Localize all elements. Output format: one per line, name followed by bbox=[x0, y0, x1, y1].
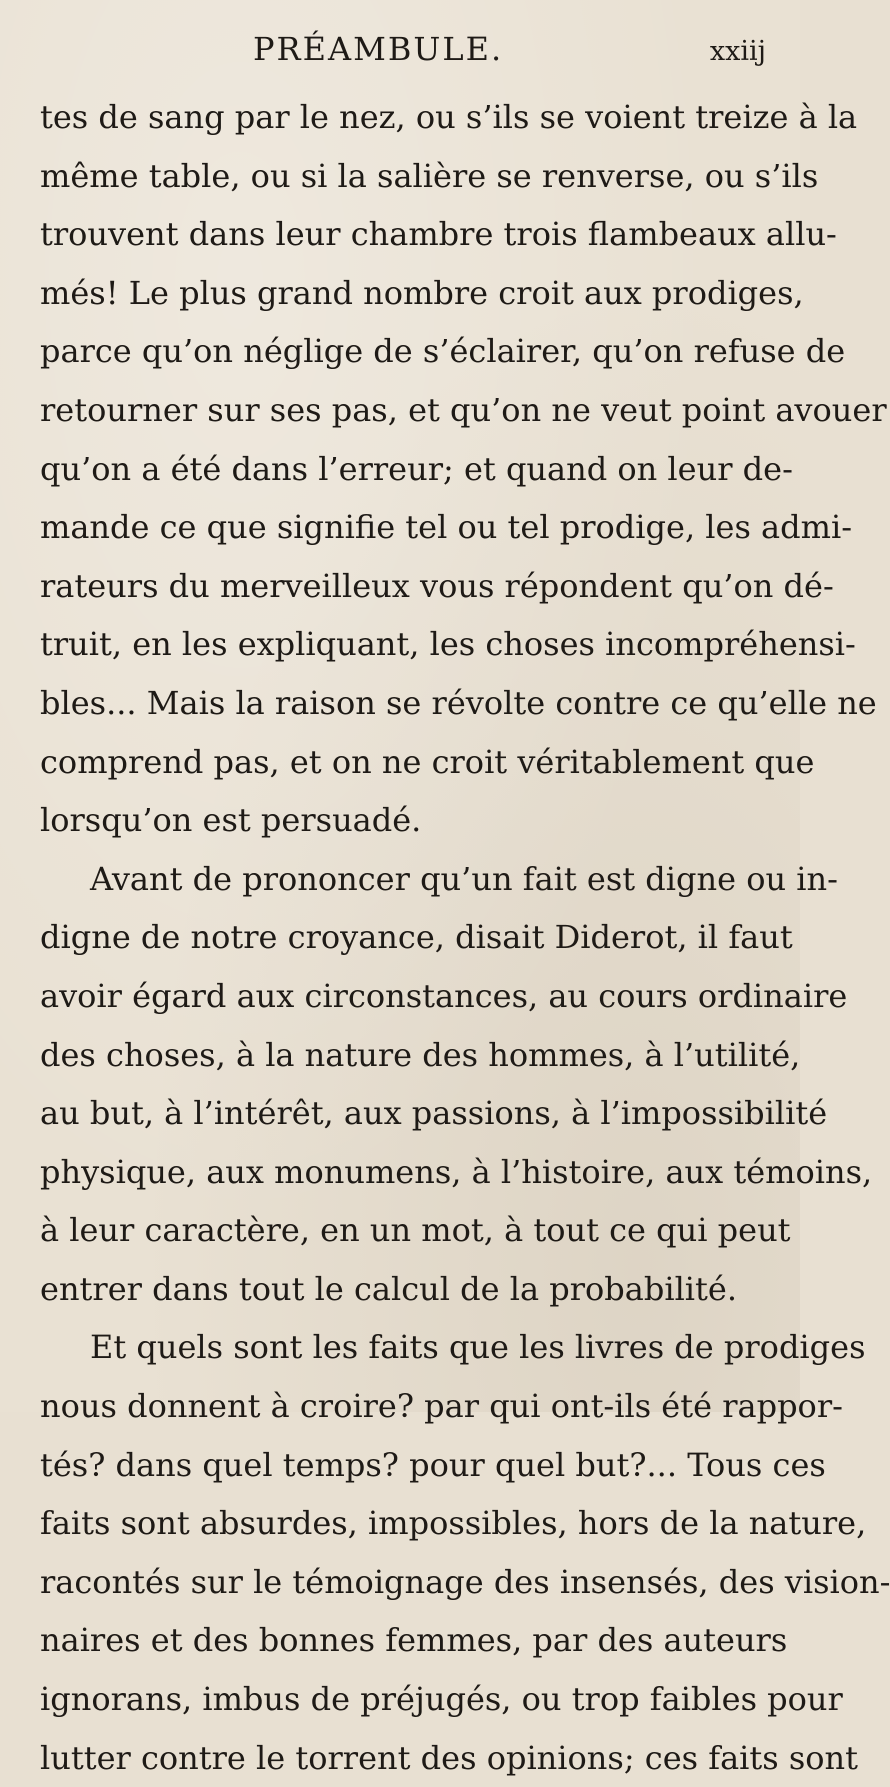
text-line: physique, aux monumens, à l’histoire, aux témoins, bbox=[40, 1152, 873, 1191]
text-line: truit, en les expliquant, les choses incompréhensi- bbox=[40, 625, 856, 664]
text-line: qu’on a été dans l’erreur; et quand on leur de- bbox=[40, 449, 793, 488]
paragraph-end-line: lorsqu’on est persuadé. bbox=[40, 801, 422, 840]
text-line: parce qu’on néglige de s’éclairer, qu’on refuse de bbox=[40, 332, 846, 371]
text-line: comprend pas, et on ne croit véritablement que bbox=[40, 742, 815, 781]
running-head: PRÉAMBULE. bbox=[253, 30, 504, 68]
text-line: trouvent dans leur chambre trois flambeaux allu- bbox=[40, 215, 837, 254]
text-line: faits sont absurdes, impossibles, hors de la nature, bbox=[40, 1504, 867, 1543]
text-line: ignorans, imbus de préjugés, ou trop faibles pour bbox=[40, 1680, 843, 1719]
text-line: digne de notre croyance, disait Diderot, il faut bbox=[40, 918, 793, 957]
text-line: bles... Mais la raison se révolte contre ce qu’elle ne bbox=[40, 683, 877, 722]
text-line: tes de sang par le nez, ou s’ils se voient treize à la bbox=[40, 98, 858, 136]
text-line: mande ce que signifie tel ou tel prodige, les admi- bbox=[40, 508, 852, 547]
text-line: retourner sur ses pas, et qu’on ne veut point avouer bbox=[40, 390, 887, 429]
text-line: més! Le plus grand nombre croit aux prodiges, bbox=[40, 273, 804, 312]
text-line: des choses, à la nature des hommes, à l’utilité, bbox=[40, 1035, 801, 1074]
text-line: racontés sur le témoignage des insensés, des vision- bbox=[40, 1562, 890, 1601]
text-line: nous donnent à croire? par qui ont-ils été rappor- bbox=[40, 1387, 843, 1426]
paragraph-end-line: entrer dans tout le calcul de la probabilité. bbox=[40, 1269, 737, 1308]
text-line: naires et des bonnes femmes, par des auteurs bbox=[40, 1621, 788, 1660]
paragraph-start-line: Avant de prononcer qu’un fait est digne ou in- bbox=[90, 859, 838, 898]
body-text bbox=[40, 88, 890, 1787]
paragraph-start-line: Et quels sont les faits que les livres de prodiges bbox=[90, 1328, 866, 1367]
text-line: avoir égard aux circonstances, au cours ordinaire bbox=[40, 976, 848, 1015]
text-line: tés? dans quel temps? pour quel but?... Tous ces bbox=[40, 1445, 826, 1484]
page-header bbox=[40, 28, 768, 76]
text-line: au but, à l’intérêt, aux passions, à l’impossibilité bbox=[40, 1094, 828, 1133]
text-line: lutter contre le torrent des opinions; ces faits sont bbox=[40, 1738, 858, 1777]
text-line: rateurs du merveilleux vous répondent qu’on dé- bbox=[40, 566, 834, 605]
page-number: xxiij bbox=[709, 36, 766, 67]
text-line: à leur caractère, en un mot, à tout ce qui peut bbox=[40, 1211, 791, 1250]
text-line: même table, ou si la salière se renverse, ou s’ils bbox=[40, 156, 819, 195]
